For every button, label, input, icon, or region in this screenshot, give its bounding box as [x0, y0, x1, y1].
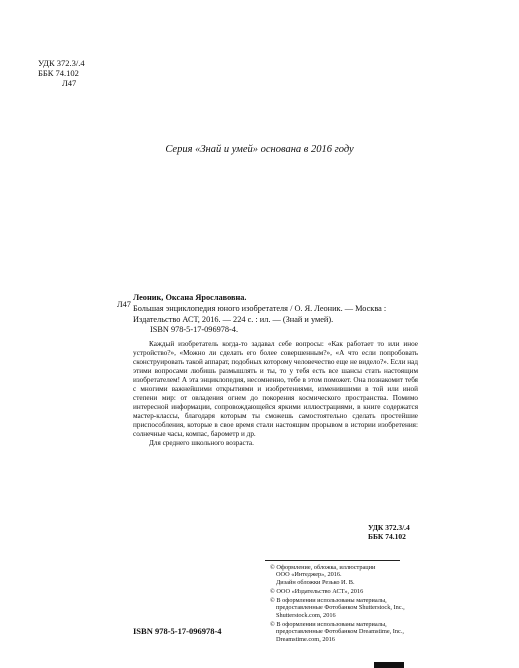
credit-line: предоставленные Фотобанком Shutterstock, Inc.,: [276, 604, 405, 612]
udk-code-bottom: УДК 372.3/.4: [368, 523, 410, 532]
credit-shutterstock: [270, 597, 430, 619]
credit-line: © ООО «Издательство АСТ», 2016: [270, 587, 364, 595]
print-mark: [374, 662, 404, 668]
author-mark: Л47: [62, 78, 77, 88]
author-name: Леоник, Оксана Ярославовна.: [133, 293, 247, 302]
udk-code: УДК 372.3/.4: [38, 58, 85, 68]
credit-line: ООО «Интеджер», 2016.: [276, 571, 342, 579]
isbn-main: ISBN 978-5-17-096978-4.: [150, 325, 239, 334]
credit-publisher: [270, 588, 430, 595]
credit-dreamstime: [270, 621, 430, 643]
divider: [265, 560, 400, 561]
credit-line: Дизайн обложки Резько И. В.: [276, 578, 355, 586]
annotation-paragraph-2: Для среднего школьного возраста.: [149, 439, 254, 447]
bbk-code-bottom: ББК 74.102: [368, 532, 406, 541]
credit-line: Dreamstime.com, 2016: [276, 635, 335, 643]
annotation-paragraph-1: Каждый изобретатель когда-то задавал себе вопросы: «Как работает то или иное устройство?», «Можно ли сделать его более совершенным?», «А что если попробовать сконструировать такой аппарат, подобных которому человечество еще не видело?». Если над этими вопросами любишь размышлять и ты, то у тебя есть все шансы стать настоящим изобретателем! А эта энциклопедия, несомненно, тебе в этом поможет. Она познакомит тебя с многими важнейшими открытиями и изобретениями, изменившими в той или иной степени мир: от овладения огнем до покорения космического пространства. Помимо интересной информации, сопровождающейся яркими иллюстрациями, в книге содержатся мастер-классы, благодаря которым ты сможешь самостоятельно сделать простейшие приспособления, которые в свое время стали настоящим прорывом в истории изобретения: солнечные часы, компас, барометр и др.: [133, 340, 418, 438]
credit-line: Shutterstock.com, 2016: [276, 611, 336, 619]
bibliographic-record: [133, 292, 433, 325]
credit-line: предоставленные Фотобанком Dreamstime, Inc.,: [276, 628, 404, 636]
isbn-bottom: ISBN 978-5-17-096978-4: [133, 626, 222, 636]
copyright-credits: [270, 564, 430, 645]
credit-line: © В оформлении использованы материалы,: [270, 597, 387, 605]
udk-block: [38, 58, 85, 88]
title-line-1: Большая энциклопедия юного изобретателя / О. Я. Леоник. — Москва :: [133, 304, 387, 313]
title-line-2: Издательство АСТ, 2016. — 224 с. : ил. — (Знай и умей).: [133, 315, 334, 324]
credit-line: © Оформление, обложка, иллюстрации: [270, 564, 376, 571]
udk-block-bottom: [368, 523, 410, 541]
credit-design: [270, 564, 430, 586]
series-line: Серия «Знай и умей» основана в 2016 году: [165, 144, 354, 155]
author-mark-side: Л47: [117, 300, 131, 309]
bbk-code: ББК 74.102: [38, 68, 79, 78]
annotation: [133, 340, 418, 448]
credit-line: © В оформлении использованы материалы,: [270, 621, 387, 629]
